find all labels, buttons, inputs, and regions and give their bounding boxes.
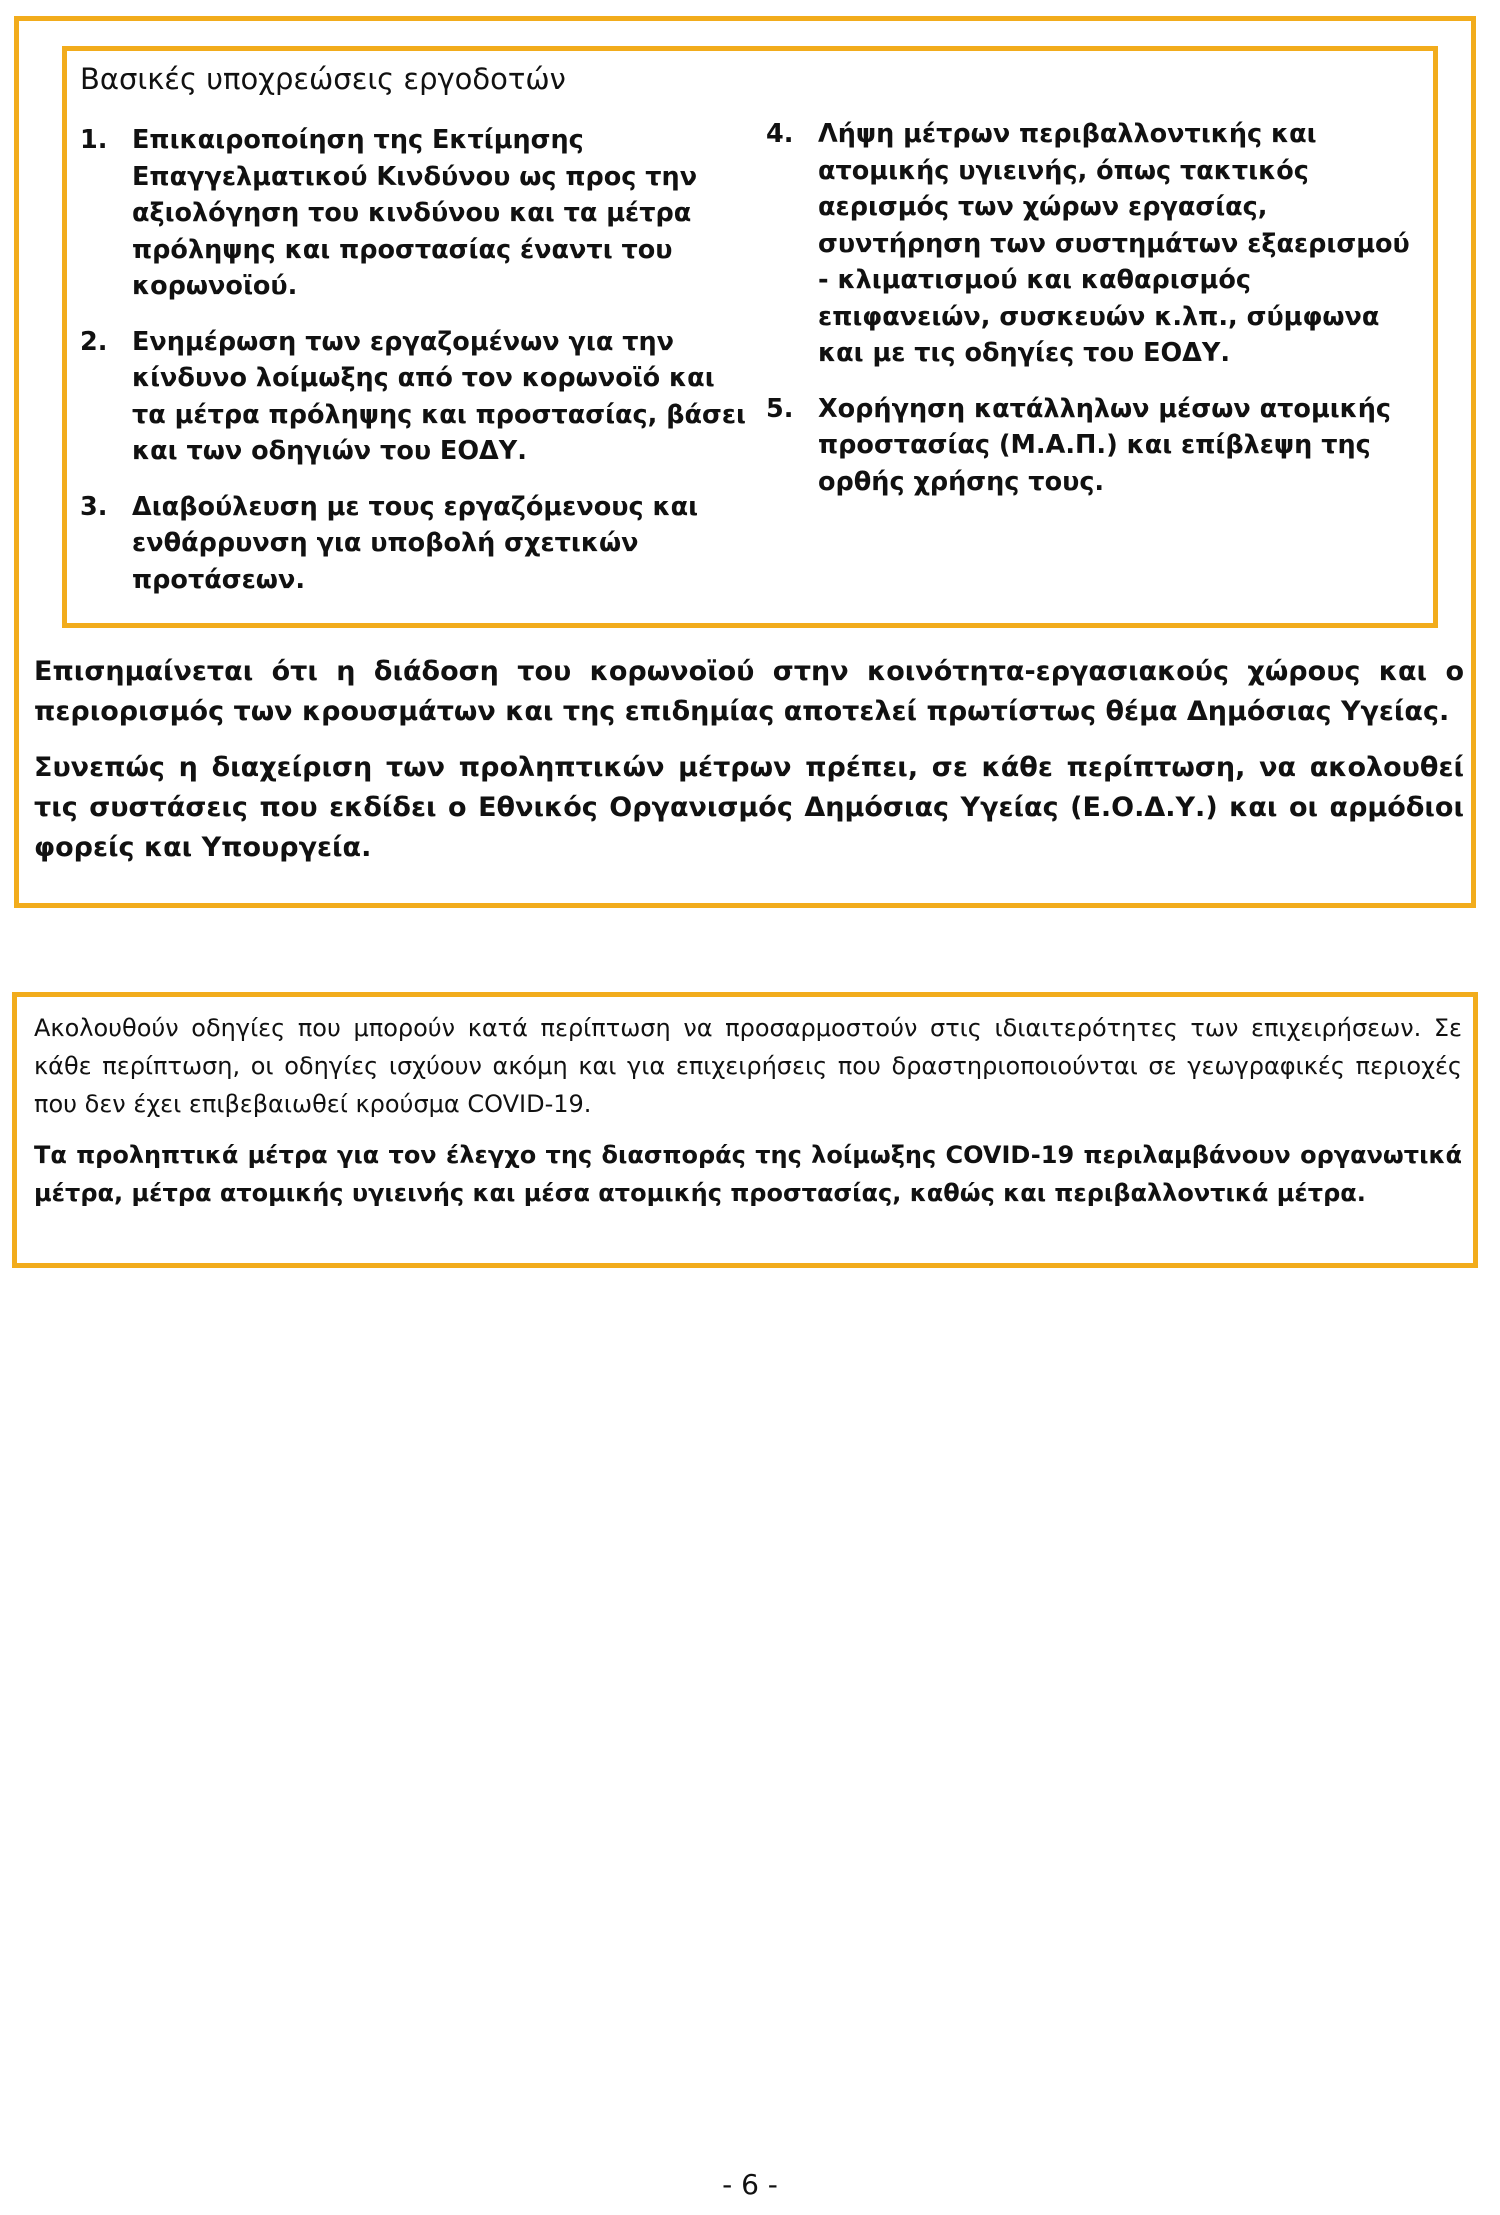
duties-list-left [80,122,750,617]
preventive-measures-paragraph: Τα προληπτικά μέτρα για τον έλεγχο της διασποράς της λοίμωξης COVID-19 περιλαμβάνουν οργανωτικά μέτρα, μέτρα ατομικής υγιεινής και μέσα ατομικής προστασίας, καθώς και περιβαλλοντικά μέτρα. [34,1141,1462,1207]
guidelines-intro-paragraph: Ακολουθούν οδηγίες που μπορούν κατά περίπτωση να προσαρμοστούν στις ιδιαιτερότητες των επιχειρήσεων. Σε κάθε περίπτωση, οι οδηγίες ισχύουν ακόμη και για επιχειρήσεις που δραστηριοποιούνται σε γεωγραφικές περιοχές που δεν έχει επιβεβαιωθεί κρούσμα COVID-19. [34,1014,1462,1118]
employer-duties-heading: Βασικές υποχρεώσεις εργοδοτών [80,62,566,96]
duty-item [766,391,1426,501]
eody-recommendations-paragraph: Συνεπώς η διαχείριση των προληπτικών μέτρων πρέπει, σε κάθε περίπτωση, να ακολουθεί τις συστάσεις που εκδίδει ο Εθνικός Οργανισμός Δημόσιας Υγείας (Ε.Ο.Δ.Υ.) και οι αρμόδιοι φορείς και Υπουργεία. [34,752,1464,863]
duty-item [766,116,1426,372]
public-health-paragraph: Επισημαίνεται ότι η διάδοση του κορωνοϊού στην κοινότητα-εργασιακούς χώρους και ο περιορισμός των κρουσμάτων και της επιδημίας αποτελεί πρωτίστως θέμα Δημόσιας Υγείας. [34,656,1464,727]
duties-list-right [766,116,1426,519]
duty-text: Διαβούλευση με τους εργαζόμενους και ενθάρρυνση για υποβολή σχετικών προτάσεων. [132,491,699,595]
duty-item [80,122,750,305]
duty-number: 5. [766,393,794,424]
duty-text: Χορήγηση κατάλληλων μέσων ατομικής προστασίας (Μ.Α.Π.) και επίβλεψη της ορθής χρήσης τους. [818,393,1392,497]
duty-number: 1. [80,125,108,155]
duty-number: 3. [80,491,108,522]
duty-number: 4. [766,119,794,149]
duty-text: Επικαιροποίηση της Εκτίμησης Επαγγελματικού Κινδύνου ως προς την αξιολόγηση του κινδύνου και τα μέτρα πρόληψης και προστασίας έναντι του κορωνοϊού. [132,125,698,301]
duty-item [80,489,750,599]
duty-number: 2. [80,326,108,357]
duty-text: Λήψη μέτρων περιβαλλοντικής και ατομικής υγιεινής, όπως τακτικός αερισμός των χώρων εργασίας, συντήρηση των συστημάτων εξαερισμού - κλιματισμού και καθαρισμός επιφανειών, συσκευών κ.λπ., σύμφωνα και με τις οδηγίες του ΕΟΔΥ. [818,119,1410,368]
page-number: - 6 - [722,2168,778,2201]
duty-item [80,324,750,470]
duty-text: Ενημέρωση των εργαζομένων για την κίνδυνο λοίμωξης από τον κορωνοϊό και τα μέτρα πρόληψης και προστασίας, βάσει και των οδηγιών του ΕΟΔΥ. [132,326,746,466]
